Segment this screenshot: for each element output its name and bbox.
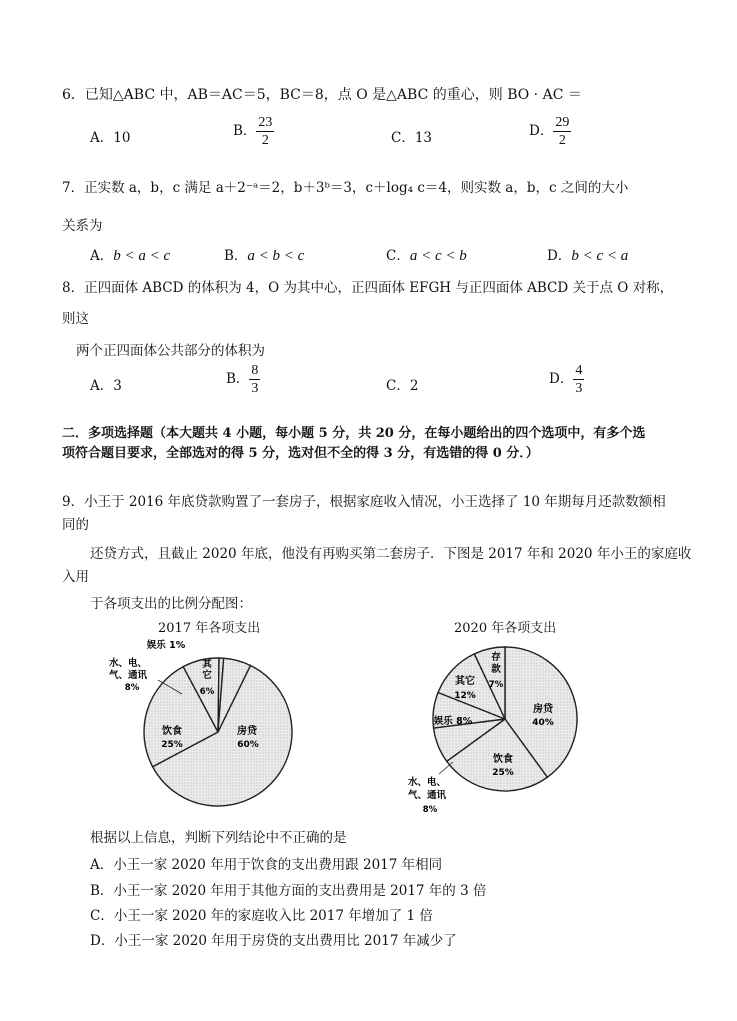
pie20-label-ent: 娱乐 8% <box>433 716 473 727</box>
section2-heading-line1: 二．多项选择题（本大题共 4 小题，每小题 5 分，共 20 分，在每小题给出的四个选项中，有多个选 <box>62 426 646 441</box>
pie-chart-2017 <box>100 632 310 812</box>
q9-option-a: A．小王一家 2020 年用于饮食的支出费用跟 2017 年相同 <box>90 857 443 873</box>
q6-stem: 6．已知△ABC 中，AB＝AC＝5，BC＝8，点 O 是△ABC 的重心，则 BO · AC ＝ <box>62 87 582 103</box>
pie17-label-food-pct: 25% <box>161 740 183 750</box>
pie17-label-util-1: 水、电、 <box>108 658 148 669</box>
pie20-label-housing: 房贷 <box>533 704 553 715</box>
chart-2020-title: 2020 年各项支出 <box>454 621 557 636</box>
q7-option-a: A．b < a < c <box>90 248 171 264</box>
q8-option-a: A．3 <box>90 378 122 394</box>
chart-2017-title: 2017 年各项支出 <box>158 621 261 636</box>
pie17-label-util-2: 气、通讯 <box>108 670 148 681</box>
pie-chart-2020 <box>395 632 595 817</box>
q7-stem-line1: 7．正实数 a，b，c 满足 a＋2⁻ᵃ＝2，b＋3ᵇ＝3，c＋log₄ c＝4，则实数 a，b，c 之间的大小 <box>62 180 629 196</box>
pie17-label-ent: 娱乐 1% <box>146 640 186 651</box>
q8-option-d: D． $\frac{4}{3}$ <box>549 363 583 396</box>
pie20-label-other-pct: 12% <box>454 691 476 701</box>
pie20-label-food: 饮食 <box>493 754 513 765</box>
pie20-label-housing-pct: 40% <box>532 718 554 728</box>
pie20-label-util-pct: 8% <box>422 805 438 815</box>
pie17-label-food: 饮食 <box>162 726 182 737</box>
q8-option-c: C．2 <box>386 378 419 394</box>
pie17-label-housing: 房贷 <box>237 726 257 737</box>
q8-stem-line1: 8．正四面体 ABCD 的体积为 4，O 为其中心，正四面体 EFGH 与正四面体 ABCD 关于点 O 对称， <box>62 280 674 296</box>
pie20-label-food-pct: 25% <box>492 768 514 778</box>
q9-option-c: C．小王一家 2020 年的家庭收入比 2017 年增加了 1 倍 <box>90 908 433 924</box>
q9-line3: 还贷方式，且截止 2020 年底，他没有再购买第二套房子．下图是 2017 年和 2020 年小王的家庭收 <box>90 546 692 562</box>
pie17-label-other-2: 它 <box>202 670 212 681</box>
q8-option-b: B． $\frac{8}{3}$ <box>226 363 259 396</box>
pie20-label-save-pct: 7% <box>488 680 504 690</box>
q9-question: 根据以上信息，判断下列结论中不正确的是 <box>90 830 347 846</box>
pie17-label-housing-pct: 60% <box>237 740 259 750</box>
pie20-label-save-1: 存 <box>491 652 501 663</box>
q7-option-b: B．a < b < c <box>224 248 305 264</box>
pie20-label-other: 其它 <box>455 676 475 687</box>
pie17-label-other-1: 其 <box>202 659 212 670</box>
q6-option-d: D． $\frac{29}{2}$ <box>529 115 570 148</box>
q9-line4: 入用 <box>62 569 89 585</box>
q7-option-d: D．b < c < a <box>547 248 629 264</box>
q9-line5: 于各项支出的比例分配图： <box>90 596 252 612</box>
section2-heading-line2: 项符合题目要求，全部选对的得 5 分，选对但不全的得 3 分，有选错的得 0 分．） <box>62 446 539 461</box>
q6-option-c: C．13 <box>391 130 433 146</box>
q9-option-b: B．小王一家 2020 年用于其他方面的支出费用是 2017 年的 3 倍 <box>90 883 487 899</box>
pie17-label-util-pct: 8% <box>124 683 140 693</box>
q7-option-c: C．a < c < b <box>386 248 467 264</box>
q8-stem-line3: 两个正四面体公共部分的体积为 <box>76 343 265 359</box>
pie17-label-other-pct: 6% <box>199 687 215 697</box>
q6-option-a: A．10 <box>90 130 131 146</box>
q7-stem-line2: 关系为 <box>62 218 103 234</box>
q8-stem-line2: 则这 <box>62 311 89 327</box>
pie20-label-util-2: 气、通讯 <box>407 790 447 801</box>
pie20-label-util-1: 水、电、 <box>407 777 447 788</box>
q9-option-d: D．小王一家 2020 年用于房贷的支出费用比 2017 年减少了 <box>90 933 457 949</box>
pie20-label-save-2: 款 <box>491 664 501 675</box>
q9-line1: 9．小王于 2016 年底贷款购置了一套房子，根据家庭收入情况，小王选择了 10 年期每月还款数额相 <box>62 494 666 510</box>
q9-line2: 同的 <box>62 517 89 533</box>
q6-option-b: B． $\frac{23}{2}$ <box>233 115 273 148</box>
